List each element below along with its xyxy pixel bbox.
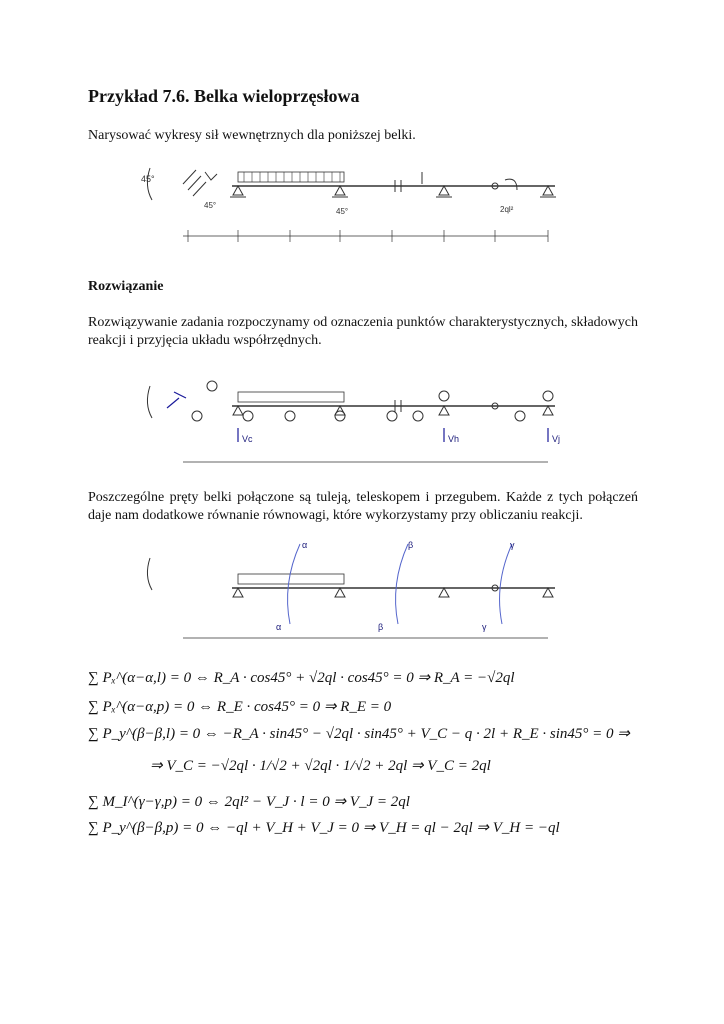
label-beta-top: β (408, 540, 414, 550)
label-vh-fig2: Vh (448, 434, 460, 444)
intro-text: Narysować wykresy sił wewnętrznych dla poniższej belki. (88, 128, 416, 143)
svg-text:45°: 45° (336, 207, 349, 216)
beam-figure-2 (0, 372, 724, 492)
paragraph-2: Poszczególne pręty belki połączone są tuleją, teleskopem i przegubem. Każde z tych połączeń daje nam dodatkowe równanie równowagi, które wykorzystamy przy obliczaniu reakcji. (88, 490, 638, 523)
equation-6: ∑ P_y^(β−β,p) = 0 ⇔ −ql + V_H + V_J = 0 ⇒ V_H = ql − 2ql ⇒ V_H = −ql (88, 820, 560, 836)
label-vc-fig2: Vc (242, 434, 253, 444)
label-beta-bottom: β (378, 622, 384, 632)
page-title: Przykład 7.6. Belka wieloprzęsłowa (88, 86, 360, 106)
section-beta-line (396, 544, 408, 624)
equation-3: ∑ P_y^(β−β,l) = 0 ⇔ −R_A · sin45° − √2ql · sin45° + V_C − q · 2l + R_E · sin45° = 0 ⇒ (88, 726, 630, 742)
svg-text:45°: 45° (204, 201, 217, 210)
equation-5: ∑ M_I^(γ−γ,p) = 0 ⇔ 2ql² − V_J · l = 0 ⇒ V_J = 2ql (88, 794, 410, 810)
label-alpha-bottom: α (276, 622, 282, 632)
equation-1: ∑ Pₓ^(α−α,l) = 0 ⇔ R_A · cos45° + √2ql · cos45° = 0 ⇒ R_A = −√2ql (88, 670, 515, 686)
label-gamma-top: γ (510, 540, 515, 550)
beam-figure-3 (0, 534, 724, 654)
section-gamma-line (500, 544, 512, 624)
equation-4: ⇒ V_C = −√2ql · 1/√2 + √2ql · 1/√2 + 2ql ⇒ V_C = 2ql (150, 758, 491, 774)
svg-text:45°: 45° (141, 174, 155, 184)
label-alpha-top: α (302, 540, 308, 550)
equation-2: ∑ Pₓ^(α−α,p) = 0 ⇔ R_E · cos45° = 0 ⇒ R_E = 0 (88, 699, 392, 715)
svg-text:2ql²: 2ql² (500, 205, 514, 214)
paragraph-1: Rozwiązywanie zadania rozpoczynamy od oznaczenia punktów charakterystycznych, składowych reakcji i przyjęcia układu współrzędnych. (88, 315, 638, 348)
label-vj-fig2: Vj (552, 434, 561, 444)
solution-heading: Rozwiązanie (88, 279, 164, 294)
label-gamma-bottom: γ (482, 622, 487, 632)
beam-figure-1 (0, 0, 724, 260)
